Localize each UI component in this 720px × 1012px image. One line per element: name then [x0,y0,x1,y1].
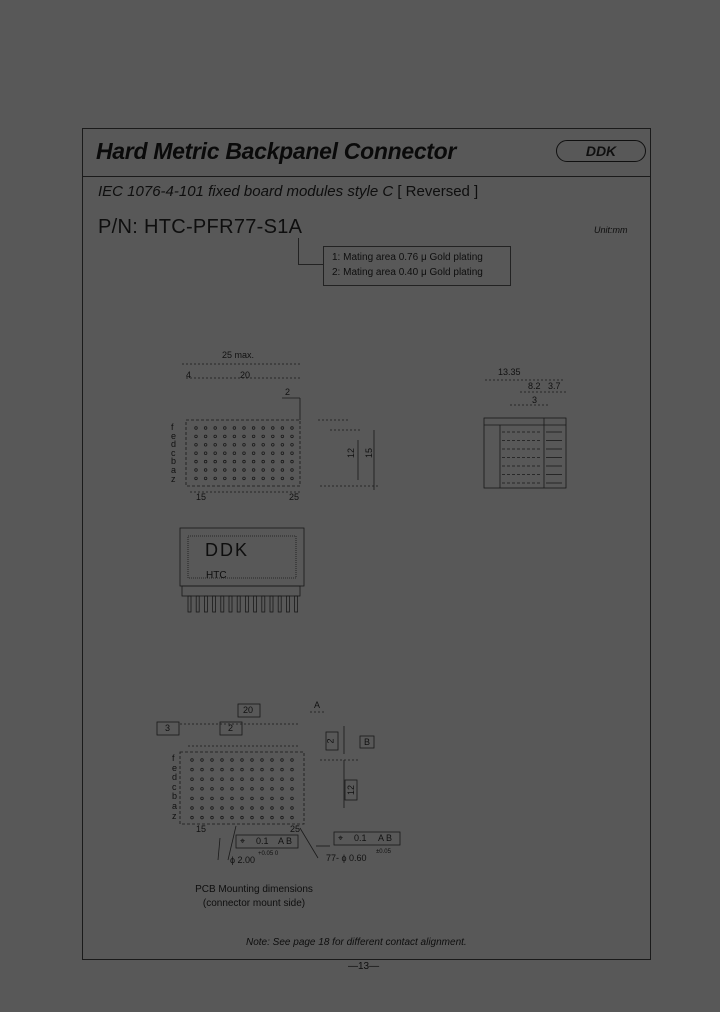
front-dim-4: 4 [186,370,192,380]
press-fit-pin [237,596,240,612]
pin-hole [272,427,275,430]
row-letter: b [172,791,178,802]
row-letter: e [171,430,177,441]
pin-hole [195,477,198,480]
pin-hole [224,427,227,430]
pin-hole [224,435,227,438]
row-letter: a [171,465,177,475]
pin-hole [272,460,275,463]
tol-left-symbol: ⌖ [240,836,246,846]
tol-right-ref: A B [378,833,393,843]
pin-hole [262,469,265,472]
pcb-datum-a: A [314,700,321,710]
pin-hole [221,797,224,800]
row-letter: f [171,422,174,432]
press-fit-pin [295,596,298,612]
pin-hole [291,477,294,480]
pin-hole [272,477,275,480]
pin-hole [191,816,194,819]
pin-hole [261,768,264,771]
front-bottom-15: 15 [196,492,207,502]
pin-hole [224,477,227,480]
pin-hole [281,477,284,480]
pin-hole [241,778,244,781]
row-letter: a [172,801,178,811]
pin-hole [231,788,234,791]
press-fit-pin [245,596,248,612]
pin-hole [243,477,246,480]
pin-hole [211,816,214,819]
pin-hole [291,469,294,472]
pin-hole [211,797,214,800]
product-marking: HTC [206,570,227,581]
front-bottom-25: 25 [289,492,300,502]
pin-hole [261,816,264,819]
pin-hole [224,444,227,447]
pin-hole [241,759,244,762]
pcb-datum-b: B [364,737,371,747]
pin-hole [195,469,198,472]
pin-hole [271,816,274,819]
pin-hole [291,778,294,781]
front-dim-25max: 25 max. [222,350,255,360]
pin-hole [231,797,234,800]
pin-hole [204,452,207,455]
pin-hole [191,797,194,800]
page-title: Hard Metric Backpanel Connector [96,138,457,164]
product-view-outline [180,528,304,596]
pin-hole [281,469,284,472]
front-dim-12: 12 [346,447,357,459]
pin-hole [272,435,275,438]
pin-hole [221,768,224,771]
pin-hole [261,778,264,781]
pin-hole [251,797,254,800]
pin-hole [231,778,234,781]
pin-hole [191,778,194,781]
plating-note-2: 2: Mating area 0.40 μ Gold plating [332,267,483,278]
pin-hole [211,788,214,791]
front-view-pin-grid [195,427,294,480]
pin-hole [224,469,227,472]
pin-hole [201,759,204,762]
pin-hole [262,444,265,447]
page-number: —13— [348,961,380,972]
pin-hole [233,427,236,430]
hole-small-tol: ±0.05 [376,849,391,855]
press-fit-pin [204,596,207,612]
pin-hole [201,807,204,810]
pin-hole [231,807,234,810]
pin-hole [291,444,294,447]
pin-hole [231,768,234,771]
pin-hole [271,797,274,800]
pin-hole [233,435,236,438]
pin-hole [241,816,244,819]
pin-hole [201,788,204,791]
pin-hole [204,444,207,447]
pin-hole [281,807,284,810]
pcb-bottom-15: 15 [196,824,207,834]
pin-hole [262,435,265,438]
pcb-caption-1: PCB Mounting dimensions [195,884,313,895]
pin-hole [251,759,254,762]
pin-hole [291,460,294,463]
pin-hole [221,788,224,791]
front-dim-15: 15 [364,447,375,459]
pin-hole [271,807,274,810]
pin-hole [261,807,264,810]
plating-note-1: 1: Mating area 0.76 μ Gold plating [332,252,483,263]
pin-hole [251,778,254,781]
pin-hole [291,768,294,771]
tol-right-value: 0.1 [354,833,367,843]
pin-hole [204,427,207,430]
pin-hole [281,778,284,781]
pin-hole [191,788,194,791]
pcb-box-2: 2 [228,723,234,733]
pin-hole [221,778,224,781]
row-letter: e [172,762,178,773]
pin-hole [214,460,217,463]
pcb-dim-12: 12 [346,784,357,796]
press-fit-pin [213,596,216,612]
hole-small: 77- ϕ 0.60 [326,853,367,863]
pin-hole [195,452,198,455]
pin-hole [281,816,284,819]
pin-hole [252,477,255,480]
pcb-box-3: 3 [165,723,171,733]
pin-hole [214,469,217,472]
tol-left-value: 0.1 [256,836,269,846]
pin-hole [291,788,294,791]
ddk-logo: DDK [556,140,646,162]
pin-hole [224,452,227,455]
pin-hole [214,452,217,455]
press-fit-pin [270,596,273,612]
pin-hole [211,759,214,762]
pin-hole [243,435,246,438]
pin-hole [204,460,207,463]
side-dim-3: 3 [532,395,538,405]
pin-hole [241,797,244,800]
row-letter: d [172,772,178,783]
pin-hole [281,759,284,762]
part-number: P/N: HTC-PFR77-S1A [98,216,303,238]
pin-hole [272,469,275,472]
pin-hole [243,452,246,455]
front-dim-2: 2 [285,387,291,397]
pin-hole [271,788,274,791]
pin-hole [272,452,275,455]
row-letter: d [171,439,177,450]
pin-hole [271,759,274,762]
pcb-view-holes [191,759,294,819]
pin-hole [291,797,294,800]
pcb-bottom-25: 25 [290,824,301,834]
pin-hole [281,444,284,447]
press-fit-pin [221,596,224,612]
pin-hole [201,768,204,771]
pin-hole [291,427,294,430]
row-letter: b [171,456,177,467]
pin-hole [261,759,264,762]
press-fit-pin [254,596,257,612]
pin-hole [214,435,217,438]
pin-hole [251,768,254,771]
pin-hole [271,778,274,781]
pin-hole [281,435,284,438]
pin-hole [231,759,234,762]
pin-hole [204,477,207,480]
pin-hole [211,768,214,771]
pin-hole [281,460,284,463]
pin-hole [252,444,255,447]
pin-hole [281,452,284,455]
pin-hole [252,427,255,430]
pin-hole [291,452,294,455]
pin-hole [233,469,236,472]
row-letter: f [172,753,175,763]
footer-note: Note: See page 18 for different contact alignment. [246,937,467,948]
row-letter: c [172,781,177,792]
unit-label: Unit:mm [594,225,628,235]
pin-hole [243,460,246,463]
row-letter: c [171,447,176,458]
pin-hole [201,778,204,781]
pcb-caption-2: (connector mount side) [202,898,306,909]
pin-hole [243,444,246,447]
side-view-outline [484,380,566,488]
pin-hole [195,460,198,463]
pin-hole [224,460,227,463]
pin-hole [262,477,265,480]
pin-hole [201,816,204,819]
tol-right-symbol: ⌖ [338,833,344,843]
pcb-box-20: 20 [243,705,254,715]
pin-hole [252,452,255,455]
pin-hole [195,444,198,447]
press-fit-pin [229,596,232,612]
press-fit-pin [196,596,199,612]
pin-hole [191,759,194,762]
pin-hole [211,807,214,810]
pin-hole [291,807,294,810]
pin-hole [191,768,194,771]
front-dim-20: 20 [240,370,251,380]
tol-left-ref: A B [278,836,293,846]
pin-hole [261,788,264,791]
pin-hole [201,797,204,800]
pin-hole [231,816,234,819]
pin-hole [204,435,207,438]
pin-hole [261,797,264,800]
subtitle-tag: [ Reversed ] [397,183,479,200]
row-letter: z [171,473,176,484]
pin-hole [241,788,244,791]
pin-hole [233,460,236,463]
pin-hole [271,768,274,771]
pin-hole [281,427,284,430]
pin-hole [251,788,254,791]
pin-hole [233,452,236,455]
pin-hole [291,816,294,819]
pin-hole [233,444,236,447]
pin-hole [262,452,265,455]
pin-hole [252,469,255,472]
pin-hole [195,435,198,438]
pin-hole [221,759,224,762]
pin-hole [252,460,255,463]
pin-hole [233,477,236,480]
pcb-view-outline [180,712,360,860]
press-fit-pin [262,596,265,612]
product-view-pins [188,596,298,612]
press-fit-pin [188,596,191,612]
pin-hole [281,788,284,791]
pin-hole [191,807,194,810]
product-logo: DDK [205,540,250,560]
pcb-dim-2: 2 [325,738,336,744]
pin-hole [243,469,246,472]
pin-hole [241,807,244,810]
pin-hole [214,427,217,430]
pin-hole [252,435,255,438]
hole-large: ϕ 2.00 [230,855,256,865]
pin-hole [281,768,284,771]
pin-hole [291,435,294,438]
pin-hole [251,816,254,819]
row-letter: z [172,810,177,821]
pin-hole [211,778,214,781]
pin-hole [291,759,294,762]
pin-hole [204,469,207,472]
pin-hole [251,807,254,810]
side-dim-8-2: 8.2 [528,381,541,391]
pin-hole [243,427,246,430]
side-view-contacts [502,432,562,483]
pin-hole [221,807,224,810]
pin-hole [272,444,275,447]
pin-hole [214,444,217,447]
side-dim-3-7: 3.7 [548,381,561,391]
pin-hole [262,427,265,430]
pin-hole [262,460,265,463]
hole-large-tol: +0.05 0 [258,851,279,857]
pin-hole [214,477,217,480]
pin-hole [281,797,284,800]
press-fit-pin [278,596,281,612]
press-fit-pin [286,596,289,612]
pin-hole [221,816,224,819]
side-dim-13-35: 13.35 [498,367,521,377]
pin-hole [195,427,198,430]
pcb-datum-boxes [157,704,400,848]
subtitle-text: IEC 1076-4-101 fixed board modules style C [98,183,394,200]
pin-hole [241,768,244,771]
